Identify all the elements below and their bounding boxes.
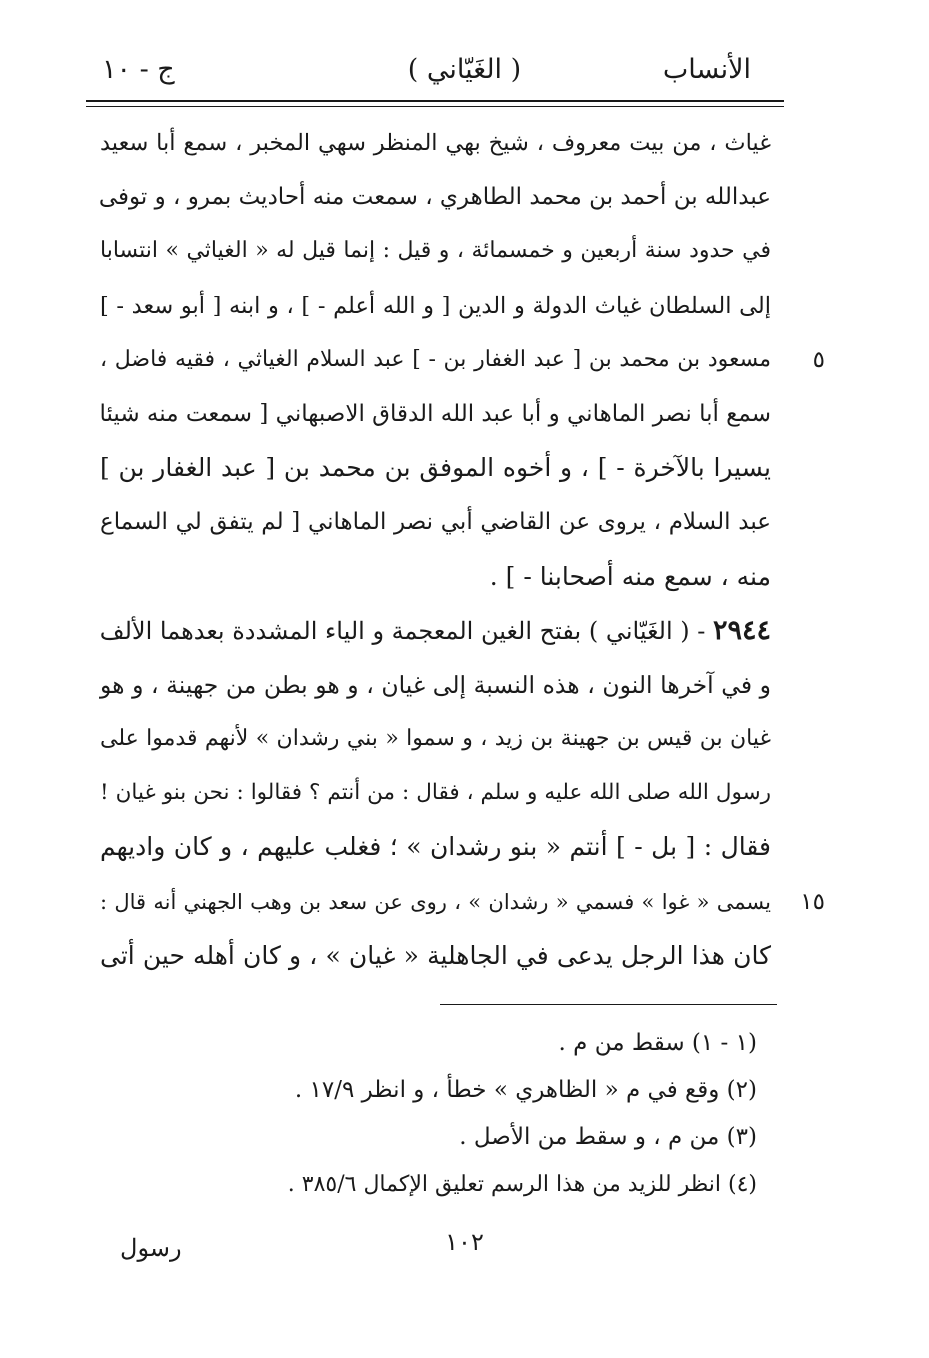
line-text: في حدود سنة أربعين و خمسمائة ، و قيل : إنما قيل له « الغياثي » انتسابا (100, 238, 771, 264)
text-line (100, 929, 771, 983)
text-line (100, 170, 771, 224)
footnote: (٣) من م ، و سقط من الأصل . (459, 1124, 757, 1150)
line-text: سمع أبا نصر الماهاني و أبا عبد الله الدقاق الاصبهاني [ سمعت منه شيئا (99, 400, 771, 427)
body-text (98, 116, 825, 983)
line-text: يسيرا بالآخرة - ] ، و أخوه الموفق بن محمد بن [ عبد الغفار بن ] (100, 453, 771, 483)
line-text: مسعود بن محمد بن [ عبد الغفار بن - ] عبد السلام الغياثي ، فقيه فاضل ، (100, 346, 771, 372)
catchword: رسول (120, 1234, 182, 1262)
footnote: (١ - ١) سقط من م . (558, 1030, 757, 1056)
footnote-separator (440, 1004, 777, 1005)
text-line (100, 116, 771, 170)
line-text: منه ، سمع منه أصحابنا - ] . (489, 561, 771, 591)
text-line (100, 550, 771, 604)
footnotes (280, 1020, 757, 1208)
header-rule (86, 100, 784, 102)
line-text: غيان بن قيس بن جهينة بن زيد ، و سموا « بني رشدان » لأنهم قدموا على (100, 726, 771, 752)
text-line (100, 875, 825, 929)
line-text: فقال : [ بل - ] أنتم « بنو رشدان » ؛ فغلب عليهم ، و كان واديهم (100, 832, 771, 862)
line-text: كان هذا الرجل يدعى في الجاهلية « غيان » ، و كان أهله حين أتى (100, 940, 771, 970)
line-text: عبد السلام ، يروى عن القاضي أبي نصر الماهاني [ لم يتفق لي السماع (100, 509, 771, 536)
page-number: ١٠٢ (445, 1228, 484, 1256)
text-line (100, 658, 771, 712)
footnote: (٤) انظر للزيد من هذا الرسم تعليق الإكمال ٣٨٥/٦ . (287, 1172, 757, 1197)
text-line (100, 604, 771, 658)
text-line (100, 820, 771, 874)
line-text: عبدالله بن أحمد بن محمد الطاهري ، سمعت منه أحاديث بمرو ، و توفى (98, 184, 771, 211)
volume-number: ج - ١٠ (102, 54, 175, 85)
line-text: إلى السلطان غياث الدولة و الدين [ و الله أعلم - ] ، و ابنه [ أبو سعد - ] (100, 292, 771, 319)
text-line (100, 279, 771, 333)
section-title: ( الغَيّاني ) (407, 54, 522, 85)
line-text: رسول الله صلى الله عليه و سلم ، فقال : من أنتم ؟ فقالوا : نحن بنو غيان ! (100, 780, 771, 806)
text-line (100, 224, 771, 278)
line-text: و في آخرها النون ، هذه النسبة إلى غيان ، و هو بطن من جهينة ، و هو (100, 670, 771, 699)
text-line (100, 387, 771, 441)
header-rule-thin (86, 106, 784, 107)
footnote: (٢) وقع في م « الظاهري » خطأ ، و انظر ١٧/٩ . (294, 1077, 757, 1103)
line-number: ١٥ (800, 888, 825, 915)
text-line (100, 766, 771, 820)
line-text: يسمى « غوا » فسمي « رشدان » ، روى عن سعد بن وهب الجهني أنه قال : (100, 889, 771, 914)
text-line (100, 495, 771, 549)
text-line (100, 712, 771, 766)
line-text: - ( الغَيّاني ) بفتح الغين المعجمة و الياء المشددة بعدهما الألف (99, 616, 713, 645)
book-title: الأنساب (662, 54, 751, 85)
text-line (100, 333, 825, 387)
text-line (100, 441, 771, 495)
entry-number: ٢٩٤٤ (712, 614, 771, 646)
line-text: غياث ، من بيت معروف ، شيخ بهي المنظر سهي المخبر ، سمع أبا سعيد (100, 130, 771, 156)
line-number: ٥ (812, 346, 825, 373)
